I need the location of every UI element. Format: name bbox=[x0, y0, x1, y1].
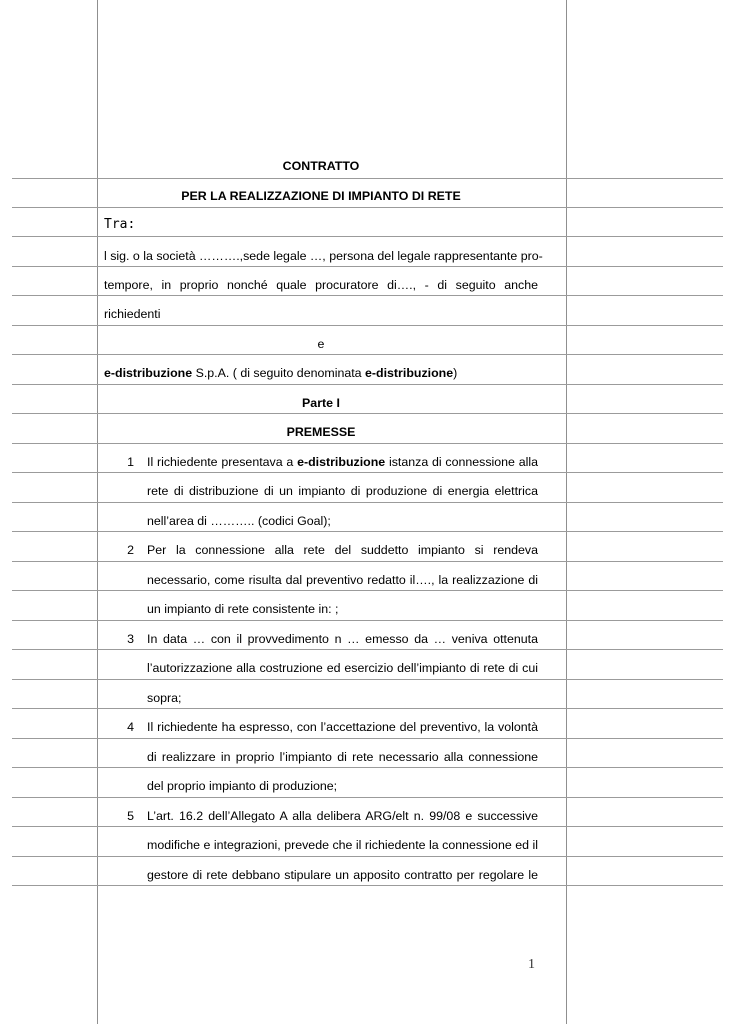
ruled-line bbox=[12, 443, 723, 444]
party2-text: S.p.A. ( di seguito denominata bbox=[192, 366, 366, 380]
ruled-line bbox=[12, 266, 723, 267]
party1-line-1: l sig. o la società ……….,sede legale …, persona del legale rappresentante pro- bbox=[104, 249, 543, 263]
tra-label: Tra: bbox=[104, 217, 136, 232]
item-1-line-1 bbox=[147, 454, 538, 470]
ruled-line bbox=[12, 767, 723, 768]
right-margin-rule bbox=[566, 0, 567, 1024]
item-4-line-2: di realizzare in proprio l’impianto di rete necessario alla connessione bbox=[147, 750, 538, 764]
ruled-line bbox=[12, 620, 723, 621]
party2-line bbox=[104, 365, 538, 381]
ruled-line bbox=[12, 738, 723, 739]
item-4-line-3: del proprio impianto di produzione; bbox=[147, 779, 338, 793]
part-title: Parte I bbox=[302, 396, 340, 410]
page-number: 1 bbox=[528, 957, 535, 972]
party2-name-short: e-distribuzione bbox=[365, 366, 454, 380]
ruled-line bbox=[12, 649, 723, 650]
ruled-line bbox=[12, 590, 723, 591]
ruled-line bbox=[12, 354, 723, 355]
item-3-line-3: sopra; bbox=[147, 691, 182, 705]
ruled-line bbox=[12, 885, 723, 886]
item-number: 1 bbox=[127, 455, 134, 469]
ruled-line bbox=[12, 856, 723, 857]
ruled-line bbox=[12, 502, 723, 503]
ruled-line bbox=[12, 797, 723, 798]
ruled-line bbox=[12, 384, 723, 385]
item-2-line-1: Per la connessione alla rete del suddetto impianto si rendeva bbox=[147, 543, 538, 557]
item-5-line-1: L’art. 16.2 dell’Allegato A alla delibera ARG/elt n. 99/08 e successive bbox=[147, 809, 538, 823]
ruled-line bbox=[12, 236, 723, 237]
section-title: PREMESSE bbox=[286, 425, 356, 439]
ruled-line bbox=[12, 826, 723, 827]
item-2-line-3: un impianto di rete consistente in: ; bbox=[147, 602, 339, 616]
item-5-line-2: modifiche e integrazioni, prevede che il richiedente la connessione ed il bbox=[147, 838, 538, 852]
ruled-line bbox=[12, 531, 723, 532]
ruled-line bbox=[12, 679, 723, 680]
item-1-text-c: istanza di connessione alla bbox=[385, 455, 538, 469]
party2-name: e-distribuzione bbox=[104, 366, 193, 380]
conjunction-and: e bbox=[317, 337, 325, 351]
item-number: 5 bbox=[127, 809, 134, 823]
item-number: 3 bbox=[127, 632, 134, 646]
ruled-line bbox=[12, 295, 723, 296]
party1-line-2: tempore, in proprio nonché quale procuratore di…., - di seguito anche bbox=[104, 278, 538, 292]
ruled-line bbox=[12, 708, 723, 709]
ruled-line bbox=[12, 561, 723, 562]
document-title: CONTRATTO bbox=[282, 159, 360, 173]
ruled-line bbox=[12, 207, 723, 208]
party2-text-end: ) bbox=[453, 366, 458, 380]
party1-line-3: richiedenti bbox=[104, 307, 161, 321]
document-subtitle: PER LA REALIZZAZIONE DI IMPIANTO DI RETE bbox=[181, 189, 461, 203]
item-number: 2 bbox=[127, 543, 134, 557]
item-1-line-3: nell’area di ……….. (codici Goal); bbox=[147, 514, 331, 528]
ruled-line bbox=[12, 325, 723, 326]
item-2-line-2: necessario, come risulta dal preventivo redatto il…., la realizzazione di bbox=[147, 573, 538, 587]
ruled-line bbox=[12, 178, 723, 179]
item-1-line-2: rete di distribuzione di un impianto di produzione di energia elettrica bbox=[147, 484, 538, 498]
ruled-line bbox=[12, 413, 723, 414]
item-number: 4 bbox=[127, 720, 134, 734]
item-5-line-3: gestore di rete debbano stipulare un apposito contratto per regolare le bbox=[147, 868, 538, 882]
left-margin-rule bbox=[97, 0, 98, 1024]
item-3-line-2: l’autorizzazione alla costruzione ed esercizio dell’impianto di rete di cui bbox=[147, 661, 538, 675]
item-4-line-1: Il richiedente ha espresso, con l’accettazione del preventivo, la volontà bbox=[147, 720, 538, 734]
item-3-line-1: In data … con il provvedimento n … emesso da … veniva ottenuta bbox=[147, 632, 538, 646]
item-1-company: e-distribuzione bbox=[297, 455, 386, 469]
ruled-line bbox=[12, 472, 723, 473]
item-1-text-a: Il richiedente presentava a bbox=[147, 455, 298, 469]
